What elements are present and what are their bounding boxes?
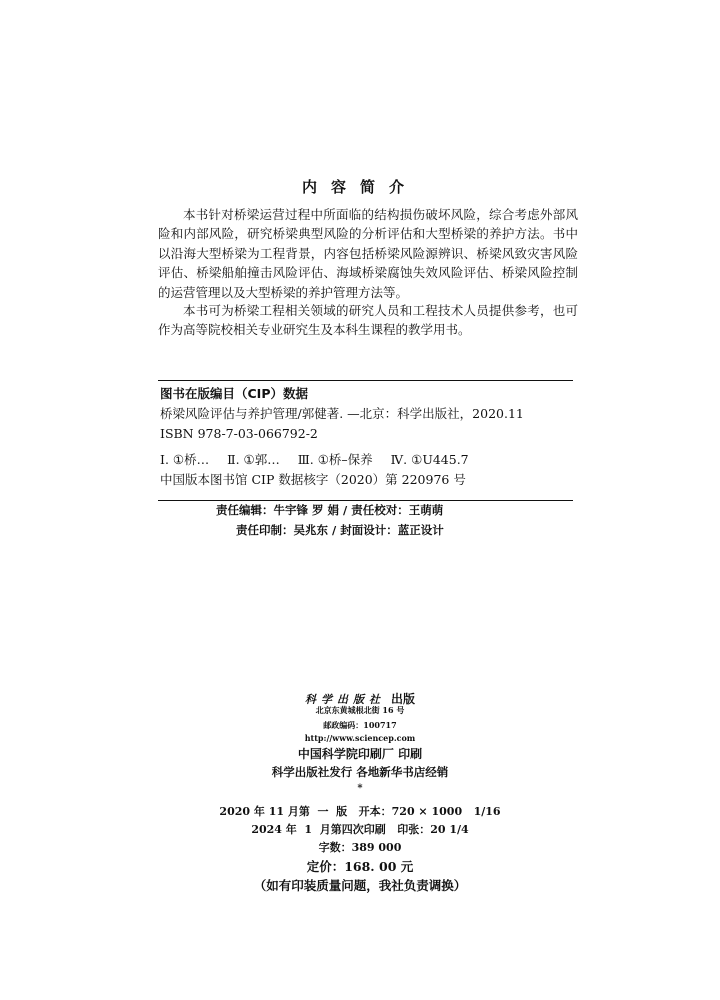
editors-line-1: 责任编辑：牛宇锋 罗 娟 / 责任校对：王萌萌 xyxy=(216,503,444,517)
cip-class-item: Ⅳ. ①U445.7 xyxy=(390,452,469,467)
distributor-line: 科学出版社发行 各地新华书店经销 xyxy=(271,765,449,779)
summary-paragraph-1: 本书针对桥梁运营过程中所面临的结构损伤破坏风险，综合考虑外部风险和内部风险，研究桥梁典型风险的分析评估和大型桥梁的养护方法。书中以沿海大型桥梁为工程背景，内容包括桥梁风险源辨识、桥梁风致灾害风险评估、桥梁船舶撞击风险评估、海域桥梁腐蚀失效风险评估、桥梁风险控制的运营管理以及大型桥梁的养护管理方法等。 xyxy=(158,207,578,300)
cip-isbn: ISBN 978-7-03-066792-2 xyxy=(160,426,318,441)
word-count: 字数：389 000 xyxy=(318,841,402,854)
publisher-website: http://www.sciencep.com xyxy=(304,733,416,743)
price: 定价：168. 00 元 xyxy=(306,859,414,874)
cip-heading: 图书在版编目（CIP）数据 xyxy=(160,386,308,401)
publisher-suffix: 出版 xyxy=(390,692,415,706)
summary-title: 内容简介 xyxy=(301,178,418,196)
cip-verification: 中国版本图书馆 CIP 数据核字（2020）第 220976 号 xyxy=(160,472,466,487)
quality-notice: （如有印装质量问题，我社负责调换） xyxy=(253,878,467,893)
publisher-postcode: 邮政编码：100717 xyxy=(323,720,397,730)
publisher-address: 北京东黄城根北街 16 号 xyxy=(315,705,405,715)
cip-classification xyxy=(160,450,580,470)
cip-block xyxy=(160,384,580,490)
cip-class-item: Ⅱ. ①郭… xyxy=(227,452,280,467)
summary-paragraph-2: 本书可为桥梁工程相关领域的研究人员和工程技术人员提供参考，也可作为高等院校相关专业研究生及本科生课程的教学用书。 xyxy=(158,303,578,338)
cip-record: 桥梁风险评估与养护管理/郭健著. —北京：科学出版社，2020.11 xyxy=(160,406,524,421)
cip-bottom-rule xyxy=(158,500,573,501)
printer-line: 中国科学院印刷厂 印刷 xyxy=(297,747,423,761)
separator-star: * xyxy=(357,783,363,794)
cip-class-item: Ⅲ. ①桥–保养 xyxy=(297,452,373,467)
edition-line-1: 2020 年 11 月第 一 版 开本：720 × 1000 1/16 xyxy=(219,805,501,818)
edition-line-2: 2024 年 1 月第四次印刷 印张：20 1/4 xyxy=(251,823,469,836)
cip-top-rule xyxy=(158,380,573,381)
cip-class-item: Ⅰ. ①桥… xyxy=(160,452,210,467)
publisher-name: 科学出版社 xyxy=(304,693,385,706)
editors-line-2: 责任印制：吴兆东 / 封面设计：蓝正设计 xyxy=(236,523,444,537)
